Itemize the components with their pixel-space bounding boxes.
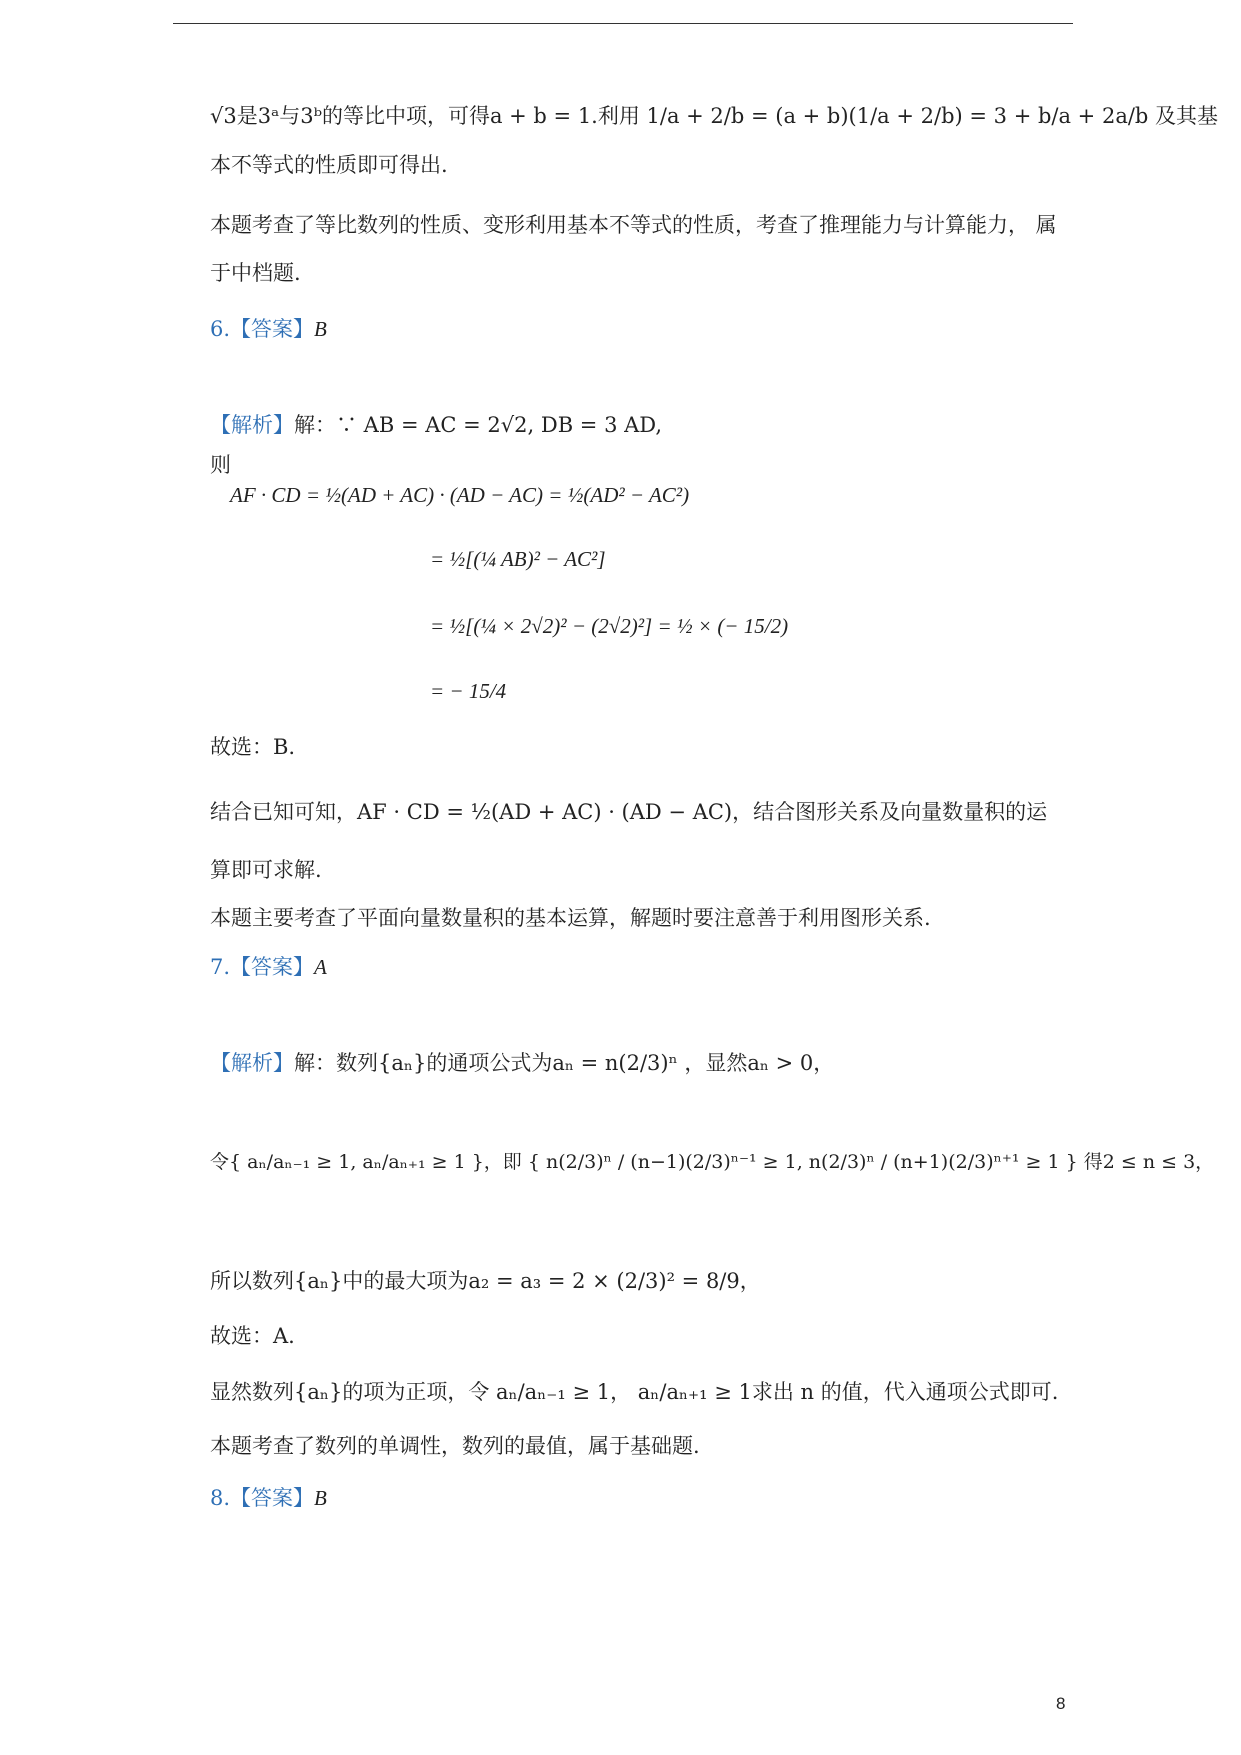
question-8-answer: [210, 1484, 327, 1512]
question-6-answer: [210, 315, 327, 343]
equation-line: = − 15/4: [430, 679, 507, 703]
text-line: 于中档题.: [210, 261, 301, 285]
text-line: 则: [210, 453, 231, 477]
answer-tag: 【答案】: [230, 955, 315, 979]
question-7-analysis: [210, 1049, 834, 1077]
text-line: 故选：A.: [210, 1324, 295, 1348]
question-number: 8.: [210, 1486, 231, 1510]
answer-value: B: [314, 1486, 327, 1510]
text-line: 故选：B.: [210, 735, 296, 759]
answer-value: A: [314, 955, 327, 979]
text-line: 本不等式的性质即可得出.: [210, 153, 448, 177]
text-line: √3是3ᵃ与3ᵇ的等比中项，可得a + b = 1.利用 1/a + 2/b = (a + b)(1/a + 2/b) = 3 + b/a + 2a/b 及其基: [210, 104, 1219, 128]
text-line: 结合已知可知，AF · CD = ½(AD + AC) · (AD − AC)，结合图形关系及向量数量积的运: [210, 800, 1048, 824]
question-7-answer: [210, 953, 327, 981]
answer-value: B: [314, 317, 327, 341]
page-number: 8: [1056, 1694, 1066, 1713]
text-line: 显然数列{aₙ}的项为正项，令 aₙ/aₙ₋₁ ≥ 1， aₙ/aₙ₊₁ ≥ 1求出 n 的值，代入通项公式即可.: [210, 1380, 1059, 1404]
question-6-analysis: [210, 411, 662, 439]
question-number: 7.: [210, 955, 231, 979]
text-line: 本题考查了数列的单调性，数列的最值，属于基础题.: [210, 1434, 700, 1458]
question-number: 6.: [210, 317, 231, 341]
text-line: 本题考查了等比数列的性质、变形利用基本不等式的性质，考查了推理能力与计算能力， 属: [210, 213, 1057, 237]
equation-line: = ½[(¼ AB)² − AC²]: [430, 547, 606, 571]
equation-line: = ½[(¼ × 2√2)² − (2√2)²] = ½ × (− 15/2): [430, 614, 789, 638]
text-line: 算即可求解.: [210, 858, 322, 882]
analysis-tag: 【解析】: [210, 413, 294, 437]
answer-tag: 【答案】: [230, 317, 315, 341]
text-line: 所以数列{aₙ}中的最大项为a₂ = a₃ = 2 × (2/3)² = 8/9，: [210, 1269, 761, 1293]
text-line: 本题主要考查了平面向量数量积的基本运算，解题时要注意善于利用图形关系.: [210, 906, 931, 930]
analysis-text: 解：数列{aₙ}的通项公式为aₙ = n(2/3)ⁿ ，显然aₙ > 0，: [294, 1051, 835, 1075]
analysis-tag: 【解析】: [210, 1051, 294, 1075]
equation-line: AF · CD = ½(AD + AC) · (AD − AC) = ½(AD² − AC²): [230, 483, 690, 507]
inequality-system: 令{ aₙ/aₙ₋₁ ≥ 1, aₙ/aₙ₊₁ ≥ 1 }，即 { n(2/3)ⁿ / (n−1)(2/3)ⁿ⁻¹ ≥ 1, n(2/3)ⁿ / (n+1)(2/3)ⁿ⁺¹ ≥ 1 } 得2 ≤ n ≤ 3，: [210, 1151, 1215, 1173]
answer-tag: 【答案】: [230, 1486, 315, 1510]
header-rule: [173, 23, 1073, 24]
analysis-text: 解：∵ AB = AC = 2√2, DB = 3 AD,: [294, 413, 663, 437]
